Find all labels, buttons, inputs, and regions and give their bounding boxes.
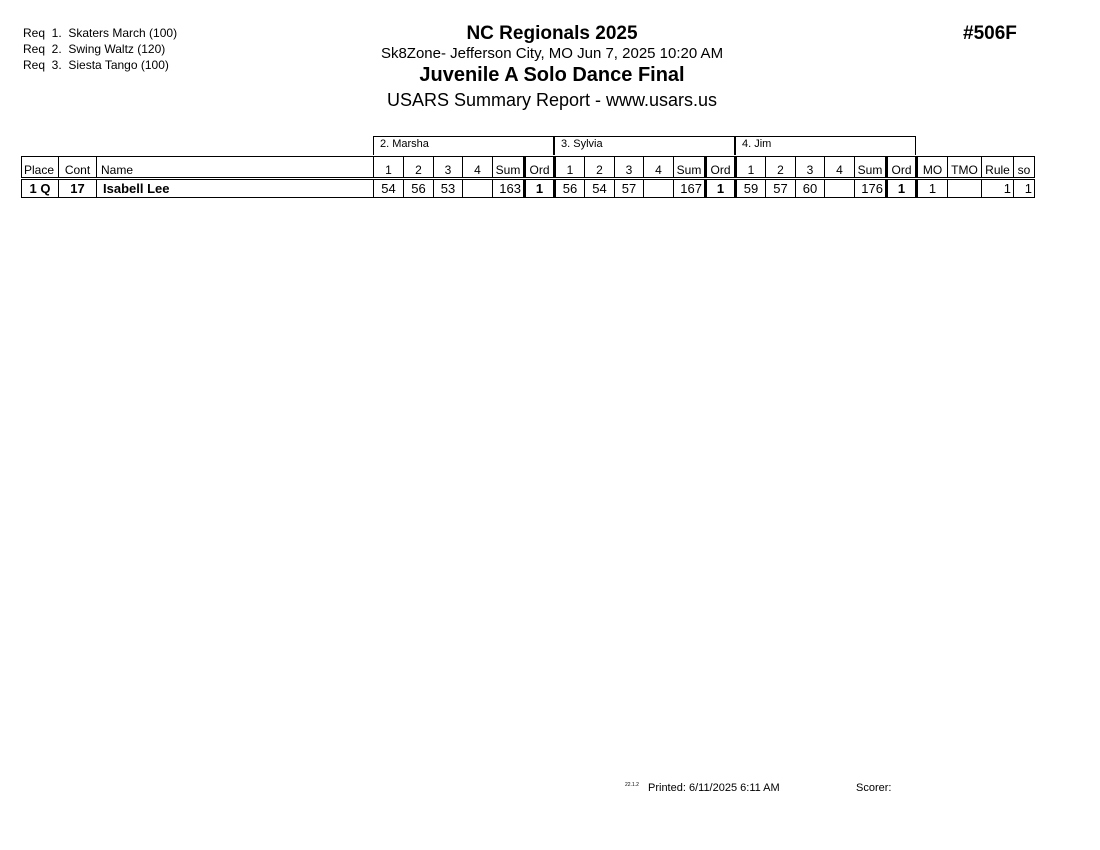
cell-j2-sum: 167 [674,179,706,198]
printed-timestamp: Printed: 6/11/2025 6:11 AM [648,782,780,794]
results-table [21,156,1035,198]
cell-j3-score-3: 60 [796,179,825,198]
requirement-3: Req 3. Siesta Tango (100) [23,58,169,72]
col-j1-ord: Ord [525,157,555,179]
competition-title: NC Regionals 2025 [466,23,638,44]
event-title: Juvenile A Solo Dance Final [419,64,685,86]
cell-j3-score-4 [825,179,855,198]
cell-rule: 1 [982,179,1014,198]
col-rule: Rule [982,157,1014,179]
judge-header-2: 3. Sylvia [554,136,735,155]
table-header-row [22,157,1035,179]
venue-date-line: Sk8Zone- Jefferson City, MO Jun 7, 2025 10:20 AM [380,45,724,62]
cell-j3-ord: 1 [887,179,917,198]
col-name: Name [97,157,374,179]
table-row [22,179,1035,198]
cell-j3-score-2: 57 [766,179,796,198]
col-j1-dance-2: 2 [404,157,434,179]
cell-j1-score-1: 54 [374,179,404,198]
col-tmo: TMO [948,157,982,179]
col-j2-ord: Ord [706,157,736,179]
cell-j3-score-1: 59 [736,179,766,198]
cell-j1-score-3: 53 [434,179,463,198]
version-code: 22.1.2 [625,782,639,788]
cell-j3-sum: 176 [855,179,887,198]
cell-j2-score-2: 54 [585,179,615,198]
cell-so: 1 [1014,179,1035,198]
cell-cont: 17 [59,179,97,198]
cell-j2-ord: 1 [706,179,736,198]
cell-tmo [948,179,982,198]
col-j1-dance-4: 4 [463,157,493,179]
col-cont: Cont [59,157,97,179]
col-j3-ord: Ord [887,157,917,179]
judge-header-1: 2. Marsha [373,136,554,155]
cell-j1-ord: 1 [525,179,555,198]
event-number: #506F [963,23,1017,44]
col-j3-dance-4: 4 [825,157,855,179]
col-so: so [1014,157,1035,179]
judge-header-3: 4. Jim [735,136,916,155]
requirement-1: Req 1. Skaters March (100) [23,26,178,40]
cell-name: Isabell Lee [97,179,374,198]
col-j1-dance-1: 1 [374,157,404,179]
col-j1-dance-3: 3 [434,157,463,179]
cell-j1-score-2: 56 [404,179,434,198]
cell-place: 1 Q [22,179,59,198]
col-j2-dance-2: 2 [585,157,615,179]
report-title: USARS Summary Report - www.usars.us [386,90,718,110]
col-j3-dance-1: 1 [736,157,766,179]
requirement-2: Req 2. Swing Waltz (120) [23,42,166,56]
col-j1-sum: Sum [493,157,525,179]
cell-j2-score-4 [644,179,674,198]
col-j2-dance-1: 1 [555,157,585,179]
cell-j1-score-4 [463,179,493,198]
cell-j1-sum: 163 [493,179,525,198]
col-mo: MO [917,157,948,179]
cell-j2-score-1: 56 [555,179,585,198]
col-j2-dance-4: 4 [644,157,674,179]
cell-j2-score-3: 57 [615,179,644,198]
col-place: Place [22,157,59,179]
col-j3-sum: Sum [855,157,887,179]
scorer-label: Scorer: [856,782,892,794]
requirements-list [23,25,177,73]
col-j3-dance-2: 2 [766,157,796,179]
col-j2-sum: Sum [674,157,706,179]
cell-mo: 1 [917,179,948,198]
col-j2-dance-3: 3 [615,157,644,179]
col-j3-dance-3: 3 [796,157,825,179]
